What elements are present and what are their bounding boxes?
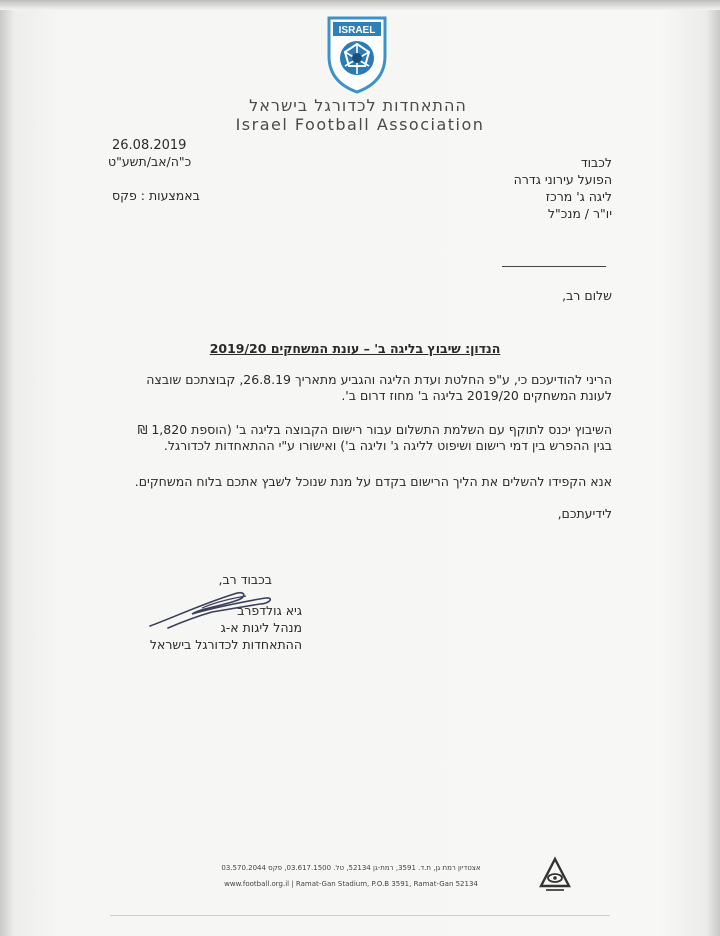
body-line: הריני להודיעכם כי, ע"פ החלטת ועדת הליגה והגביע מתאריך 26.8.19, קבוצתכם שובצה [146, 372, 612, 387]
separator-line [502, 266, 606, 267]
footer-address-hebrew: אצטדיון רמת גן, ת.ד. 3591, רמת-גן 52134, טל. 03.617.1500, פקס 03.570.2044 [221, 864, 481, 872]
logo-text: ISRAEL [338, 25, 376, 36]
body-paragraph-3: אנא הקפידו להשלים את הליך הרישום בקדם על מנת שנוכל לשבץ אתכם בלוח המשחקים. [134, 474, 612, 489]
association-name-english: Israel Football Association [235, 115, 485, 134]
date-gregorian: 26.08.2019 [112, 138, 187, 153]
body-paragraph-1 [112, 372, 612, 404]
stadium-logo-icon [538, 856, 572, 896]
greeting: שלום רב, [562, 288, 612, 303]
signer-name: גיא גולדפרב [237, 603, 302, 618]
recipient-line: לכבוד [580, 155, 612, 170]
delivery-method: באמצעות : פקס [112, 188, 200, 203]
body-line: בגין ההפרש בין דמי רישום ושיפוט לליגה ג' וליגה ב') ואישורו ע"י ההתאחדות לכדורגל. [163, 438, 612, 453]
association-name-hebrew: ההתאחדות לכדורגל בישראל [249, 96, 467, 115]
body-line: השיבוץ יכנס לתוקף עם השלמת התשלום עבור רישום הקבוצה בליגה ב' (הוספת 1,820 ₪ [137, 422, 612, 437]
footer-address-english: www.football.org.il | Ramat-Gan Stadium, P.O.B 3591, Ramat-Gan 52134 [224, 880, 478, 888]
closing-note: לידיעתכם, [557, 506, 612, 521]
recipient-line: יו"ר / מנכ"ל [547, 206, 612, 221]
body-paragraph-2 [112, 422, 612, 454]
recipient-line: ליגה ג' מרכז [545, 189, 612, 204]
signer-title: מנהל ליגות א-ג [220, 620, 302, 635]
subject-line: הנדון: שיבוץ בליגה ב' – עונת המשחקים 2019/20 [209, 341, 501, 356]
recipient-line: הפועל עירוני גדרה [513, 172, 612, 187]
sign-off-regards: בכבוד רב, [218, 572, 272, 587]
top-shadow [0, 0, 720, 10]
signer-organization: ההתאחדות לכדורגל בישראל [149, 637, 302, 652]
ifa-logo [323, 12, 391, 94]
date-hebrew: כ"ה/אב/תשע"ט [108, 154, 192, 169]
body-line: לעונת המשחקים 2019/20 בליגה ב' מחוז דרום ב'. [341, 388, 612, 403]
footer-separator [110, 915, 610, 916]
